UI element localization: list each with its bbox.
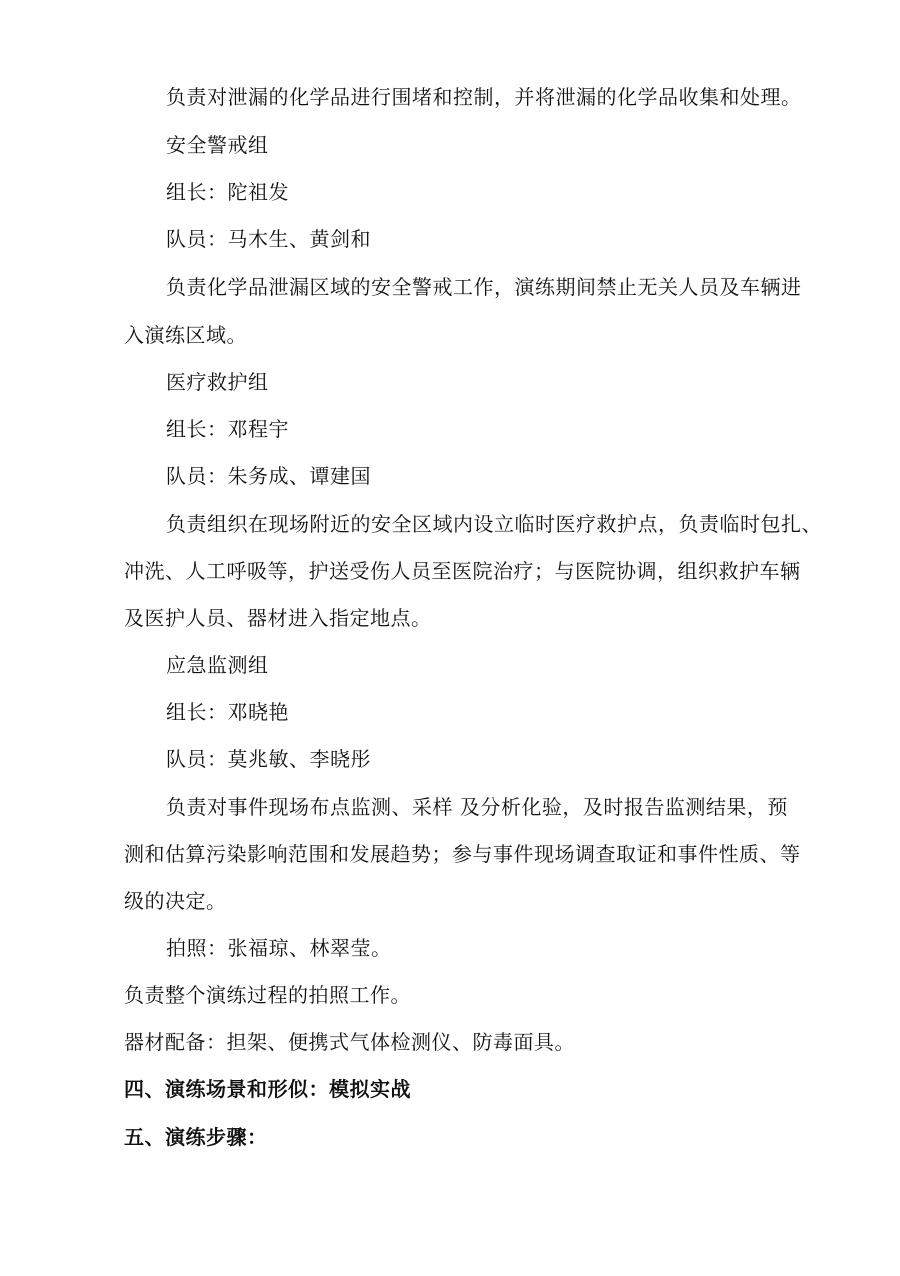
heading-security-guard-group: 安全警戒组 [166, 133, 269, 157]
monitoring-group-members: 队员：莫兆敏、李晓彤 [166, 747, 371, 771]
paragraph-monitoring-duty-line3: 级的决定。 [124, 889, 227, 913]
section-heading-4: 四、演练场景和形似：模拟实战 [124, 1077, 411, 1101]
heading-emergency-monitoring-group: 应急监测组 [166, 653, 269, 677]
paragraph-medical-duty-line3: 及医护人员、器材进入指定地点。 [124, 606, 432, 630]
paragraph-security-duty-line2: 入演练区域。 [124, 323, 247, 347]
paragraph-containment-duty: 负责对泄漏的化学品进行围堵和控制，并将泄漏的化学品收集和处理。 [166, 85, 802, 109]
security-group-leader: 组长：陀祖发 [166, 180, 289, 204]
photography-members: 拍照：张福琼、林翠莹。 [166, 936, 392, 960]
section-heading-5: 五、演练步骤： [124, 1125, 268, 1149]
paragraph-monitoring-duty-line2: 测和估算污染影响范围和发展趋势；参与事件现场调查取证和事件性质、等 [124, 842, 801, 866]
paragraph-security-duty-line1: 负责化学品泄漏区域的安全警戒工作，演练期间禁止无关人员及车辆进 [166, 275, 802, 299]
paragraph-medical-duty-line2: 冲洗、人工呼吸等，护送受伤人员至医院治疗；与医院协调，组织救护车辆 [124, 559, 801, 583]
medical-group-leader: 组长：邓程宇 [166, 417, 289, 441]
paragraph-monitoring-duty-line1: 负责对事件现场布点监测、采样 及分析化验，及时报告监测结果，预 [166, 795, 788, 819]
monitoring-group-leader: 组长：邓晓艳 [166, 700, 289, 724]
paragraph-medical-duty-line1: 负责组织在现场附近的安全区域内设立临时医疗救护点，负责临时包扎、 [166, 512, 822, 536]
equipment-list: 器材配备：担架、便携式气体检测仪、防毒面具。 [124, 1030, 575, 1054]
heading-medical-rescue-group: 医疗救护组 [166, 370, 269, 394]
paragraph-photography-duty: 负责整个演练过程的拍照工作。 [124, 983, 411, 1007]
security-group-members: 队员：马木生、黄剑和 [166, 227, 371, 251]
medical-group-members: 队员：朱务成、谭建国 [166, 464, 371, 488]
